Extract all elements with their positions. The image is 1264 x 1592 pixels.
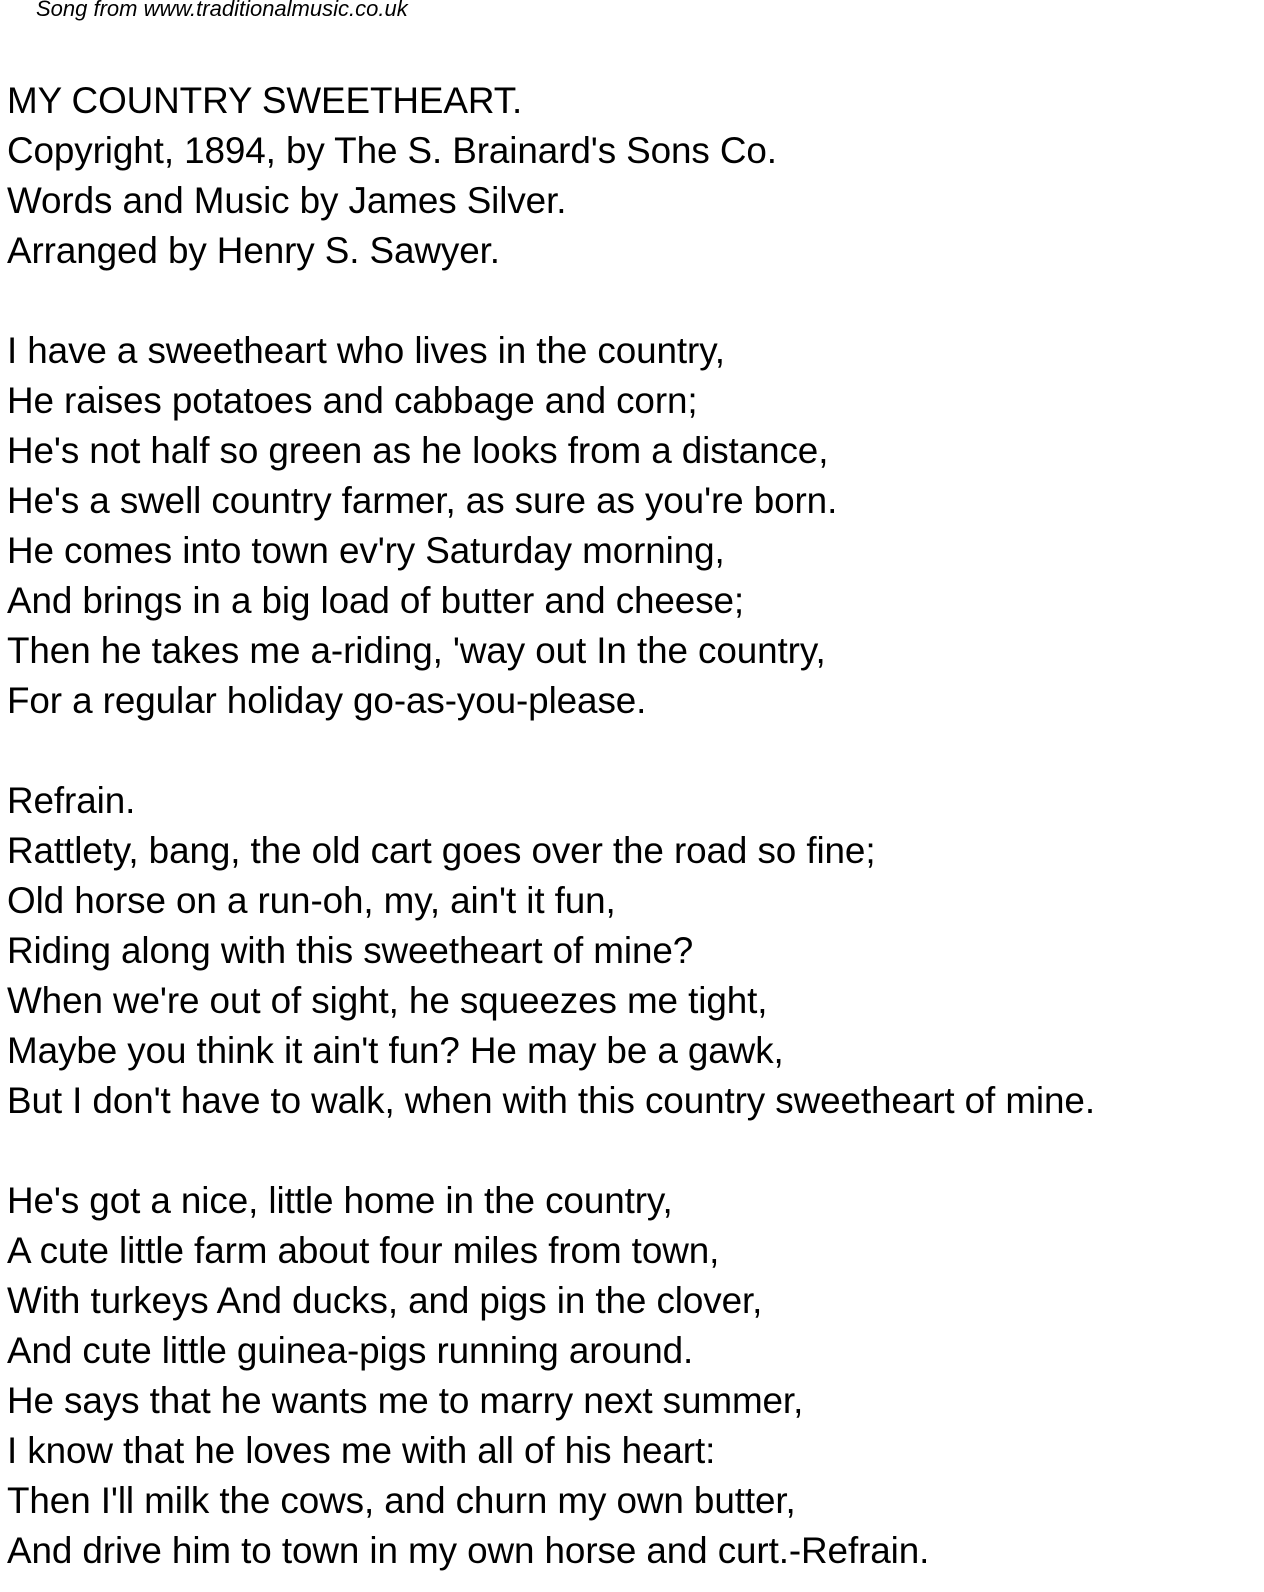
arranger-line: Arranged by Henry S. Sawyer. <box>7 230 500 271</box>
lyric-line: And brings in a big load of butter and cheese; <box>7 580 745 621</box>
lyric-line: Maybe you think it ain't fun? He may be a gawk, <box>7 1030 784 1071</box>
verse-2 <box>7 1176 1262 1576</box>
lyric-line: With turkeys And ducks, and pigs in the clover, <box>7 1280 763 1321</box>
song-lyrics <box>7 76 1262 1576</box>
stanza-gap <box>7 1126 1262 1176</box>
song-header <box>7 76 1262 276</box>
lyric-line: And drive him to town in my own horse and curt.-Refrain. <box>7 1530 930 1571</box>
lyric-line: Riding along with this sweetheart of mine? <box>7 930 694 971</box>
lyric-line: He's got a nice, little home in the country, <box>7 1180 673 1221</box>
stanza-gap <box>7 276 1262 326</box>
lyric-line: Then I'll milk the cows, and churn my own butter, <box>7 1480 796 1521</box>
lyric-line: When we're out of sight, he squeezes me tight, <box>7 980 768 1021</box>
lyric-line: He raises potatoes and cabbage and corn; <box>7 380 698 421</box>
verse-1 <box>7 326 1262 726</box>
song-title: MY COUNTRY SWEETHEART. <box>7 80 523 121</box>
lyric-line: He's a swell country farmer, as sure as you're born. <box>7 480 838 521</box>
credits-line: Words and Music by James Silver. <box>7 180 567 221</box>
stanza-gap <box>7 726 1262 776</box>
lyric-line: Then he takes me a-riding, 'way out In the country, <box>7 630 826 671</box>
lyric-line: I know that he loves me with all of his heart: <box>7 1430 716 1471</box>
refrain-heading: Refrain. <box>7 780 136 821</box>
lyric-line: He says that he wants me to marry next summer, <box>7 1380 804 1421</box>
source-attribution: Song from www.traditionalmusic.co.uk <box>36 0 408 21</box>
lyric-line: He's not half so green as he looks from a distance, <box>7 430 829 471</box>
copyright-line: Copyright, 1894, by The S. Brainard's Sons Co. <box>7 130 777 171</box>
lyric-line: Rattlety, bang, the old cart goes over the road so fine; <box>7 830 876 871</box>
lyric-line: Old horse on a run-oh, my, ain't it fun, <box>7 880 616 921</box>
lyric-line: But I don't have to walk, when with this country sweetheart of mine. <box>7 1080 1095 1121</box>
refrain <box>7 776 1262 1126</box>
lyric-line: He comes into town ev'ry Saturday morning, <box>7 530 725 571</box>
lyric-line: For a regular holiday go-as-you-please. <box>7 680 647 721</box>
lyric-line: And cute little guinea-pigs running around. <box>7 1330 694 1371</box>
lyric-line: A cute little farm about four miles from town, <box>7 1230 720 1271</box>
lyric-line: I have a sweetheart who lives in the country, <box>7 330 725 371</box>
